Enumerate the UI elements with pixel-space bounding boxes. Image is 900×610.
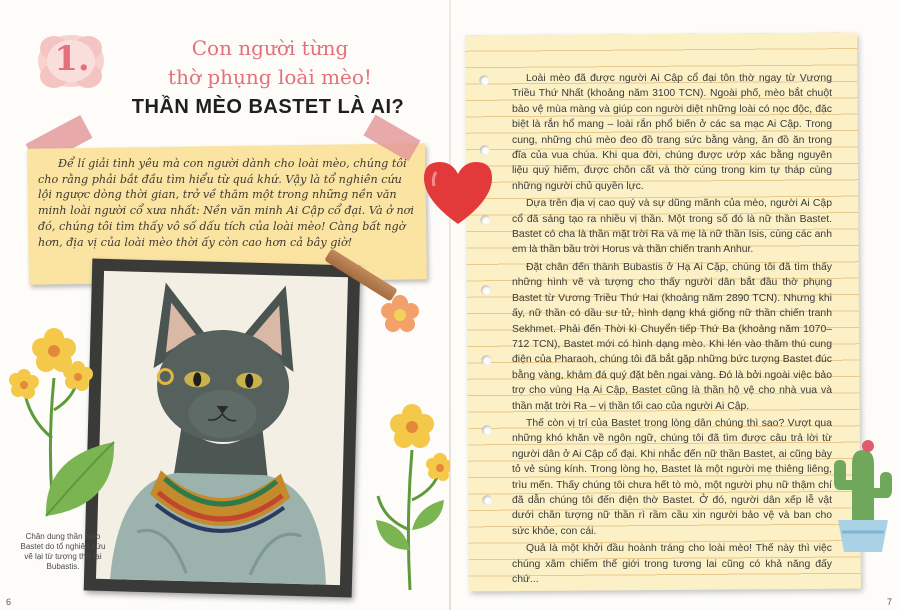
page-number-left: 6: [6, 597, 12, 607]
paragraph: Quả là một khởi đầu hoành tráng cho loài mèo! Thế này thì việc chúng xâm chiếm thế giới trong tương lai cũng có khả năng đấy chứ...: [512, 543, 832, 585]
leaf-icon: [40, 436, 120, 522]
article-body: [512, 71, 832, 589]
portrait-caption: Chân dung thần mèo Bastet do tổ nghiên cứu vẽ lại từ tượng thờ tại Bubastis.: [20, 532, 106, 571]
portrait-frame: [84, 259, 361, 598]
paragraph: Đặt chân đến thành Bubastis ở Hạ Ai Cập, chúng tôi đã tìm thấy những hình vẽ và tượng cho thấy người dân bắt đầu thờ phụng Bastet từ Vương Triều Thứ Hai (khoảng năm 2890 TCN). Nhưng khi ấy, nữ thần có dầu sư tử, hình dạng khá giống nữ thần chiến tranh Sekhmet. Phải đến Thời kì Chuyển tiếp Thứ Ba (khoảng năm 1070–712 TCN), Bastet mới có hình dạng mèo. Khi lén vào thăm thú cung điện của Pharaoh, chúng tôi đã bắt gặp những bức tượng Bastet đúc bằng vàng, khảm đá quý đặt bên ngai vàng. Đó là bởi ngoài việc bảo trợ cho vùng Hạ Ai Cập, Bastet cũng là thần hộ vệ cho nhà vua và thần mặt trời Ra – vị thần tối cao của người Ai Cập.: [512, 261, 832, 412]
heart-icon: [420, 158, 496, 228]
paragraph: Dựa trên địa vị cao quý và sự dũng mãnh của mèo, người Ai Cập cổ đã sáng tạo ra nhiều vị thần. Một trong số đó là nữ thần Bastet. Bastet có cha là thần mặt trời Ra và mẹ là nữ thần Isis, cùng các anh em là thần bầu trời Horus và thần chiến tranh Anhur.: [512, 198, 832, 256]
chapter-title: [120, 34, 420, 92]
paper-hole: [479, 75, 489, 85]
portrait-background: [96, 271, 348, 585]
bastet-cat-portrait: [96, 271, 348, 585]
paper-hole: [482, 425, 492, 435]
section-subtitle: THẦN MÈO BASTET LÀ AI?: [131, 96, 405, 118]
paper-hole: [481, 285, 491, 295]
cactus-pot-icon: [828, 424, 898, 554]
intro-note-text: Để lí giải tình yêu mà con người dành cho loài mèo, chúng tôi cho rằng phải bắt đầu tìm hiểu từ quá khứ. Vậy là tổ nghiên cứu lội ngược dòng thời gian, trở về thăm một trong những nền văn minh loài người cổ xưa nhất: Nền văn minh Ai Cập cổ đại. Và ở nơi đó, chúng tôi tìm thấy vô số dấu tích của loài mèo! Càng bất ngờ hơn, địa vị của loài mèo thời ấy còn cao hơn cả bây giờ!: [38, 157, 414, 249]
paper-hole: [482, 495, 492, 505]
paragraph: Loài mèo đã được người Ai Cập cổ đại tôn thờ ngay từ Vương Triều Thứ Nhất (khoảng năm 3100 TCN). Ngoài phố, mèo bắt chuột bảo vệ mùa màng và giúp con người diệt những loài có nọc độc, đặc biệt là rắn hổ mang – loài rắn phổ biến ở các sa mạc Ai Cập. Trong cung, những chú mèo đeo đồ trang sức bằng vàng, ăn đồ ăn trong đĩa của vua chúa. Khi qua đời, chúng được ướp xác bằng nguyên liệu quý hiếm, được chôn cất và thờ cúng trong kim tự tháp cùng những người chủ quyền lực.: [512, 73, 832, 192]
paper-hole: [481, 355, 491, 365]
yellow-flower-icon: [370, 400, 450, 590]
chapter-number: 1.: [54, 39, 90, 79]
paragraph: Thế còn vị trí của Bastet trong lòng dân chúng thì sao? Vượt qua những khó khăn về ngôn ngữ, chúng tôi đã tìm được câu trả lời từ người dân ở Ai Cập cổ đại. Khi nhắc đến nữ thần Bastet, ai cũng bày tỏ vẻ sùng kính. Trong lòng họ, Bastet là một người mẹ thiêng liêng, trìu mến. Thấy chúng tôi chưa hết tò mò, một người phụ nữ thậm chí đã dẫn chúng tôi đến điện thờ Bastet. Ở đó, người dân xếp lễ vật dưới chân tượng nữ thần rì rầm cầu xin người bảo vệ và ban cho sức khỏe, con cái.: [512, 417, 832, 537]
yellow-flower-icon: [380, 294, 420, 334]
paper-hole: [480, 145, 490, 155]
chapter-title-line2: thờ phụng loài mèo!: [168, 65, 372, 89]
chapter-title-line1: Con người từng: [191, 36, 349, 60]
page-number-right: 7: [886, 597, 892, 607]
